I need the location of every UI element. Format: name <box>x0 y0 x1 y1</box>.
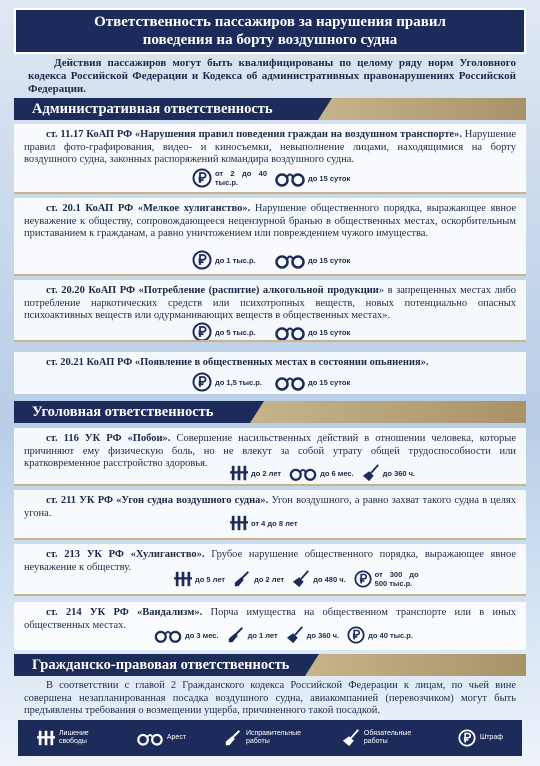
penalty-fine-value: до 40 тыс.р. <box>368 630 413 640</box>
legend-item-arrest <box>137 729 186 747</box>
section-accent <box>318 98 526 120</box>
penalty-fine <box>192 372 267 392</box>
article-title: ст. 20.1 КоАП РФ «Мелкое хулиганство». <box>46 203 251 214</box>
penalty-fine <box>192 322 267 342</box>
legend-item-corrective <box>224 729 304 747</box>
article-body: » в запрещенных местах либо потребление наркотических средств или психотропных веществ, новых потенциально опасных психоактивных веществ или одурманивающих веществ в общественных местах». <box>24 285 516 321</box>
penalty-corrective-value: до 1 лет <box>247 630 278 640</box>
broom-icon <box>292 570 310 588</box>
penalty-prison-value: до 2 лет <box>251 468 282 478</box>
card-divider <box>14 594 526 596</box>
legend-label: Штраф <box>479 734 503 741</box>
legend-item-work <box>342 729 420 747</box>
card-divider <box>14 192 526 194</box>
penalty-prison-value: до 5 лет <box>195 574 226 584</box>
penalty-arrest <box>275 372 350 392</box>
ruble-coin-icon <box>192 250 212 270</box>
article-card-213 <box>14 544 526 596</box>
card-divider <box>14 538 526 540</box>
penalties-row <box>192 322 350 342</box>
prison-bars-icon <box>230 464 248 482</box>
penalty-arrest <box>154 626 219 644</box>
penalty-arrest-value: до 15 суток <box>308 327 351 337</box>
penalty-arrest-value: до 3 мес. <box>185 630 219 640</box>
article-card-20-1 <box>14 198 526 276</box>
penalty-work <box>292 570 345 588</box>
penalty-fine <box>354 570 419 588</box>
handcuffs-icon <box>275 168 305 188</box>
penalty-fine-value: от 2 до 40 тыс.р. <box>215 169 267 187</box>
article-card-116 <box>14 428 526 486</box>
penalties-row <box>192 168 350 188</box>
handcuffs-icon <box>275 372 305 392</box>
penalties-row <box>230 464 415 482</box>
article-card-214 <box>14 602 526 650</box>
penalty-arrest-value: до 15 суток <box>308 377 351 387</box>
ruble-coin-icon <box>192 168 212 188</box>
penalty-fine-value: до 1 тыс.р. <box>215 255 256 265</box>
legend-label: Лишение свободы <box>58 730 89 745</box>
penalty-corrective <box>227 626 278 644</box>
penalty-fine <box>347 626 413 644</box>
section-accent <box>305 654 526 676</box>
penalty-prison <box>230 514 298 532</box>
article-title: ст. 116 УК РФ «Побои». <box>46 433 171 444</box>
article-card-11-17 <box>14 124 526 194</box>
article-title: ст. 213 УК РФ «Хулиганство». <box>46 549 205 560</box>
penalty-arrest <box>289 464 354 482</box>
section-title-civil: Гражданско-правовая ответственность <box>14 654 319 676</box>
article-body: Совершение насильственных действий в отношении человека, которые причиняют ему физическую боль, но не влекут за собой утрату общей трудоспособности или кратковременное расстройство здоровья. <box>24 433 516 469</box>
article-title: ст. 20.20 КоАП РФ «Потребление (распитие) алкогольной продукции <box>46 285 379 296</box>
prison-bars-icon <box>37 729 55 747</box>
penalty-fine-value: до 5 тыс.р. <box>215 327 256 337</box>
penalties-row <box>154 626 413 644</box>
article-card-20-20 <box>14 280 526 342</box>
penalty-prison <box>174 570 225 588</box>
penalty-work <box>362 464 415 482</box>
handcuffs-icon <box>275 322 305 342</box>
section-header-criminal <box>14 401 526 423</box>
intro-text: Действия пассажиров могут быть квалифицированы по целому ряду норм Уголовного кодекса Российской Федерации и Кодекса об административных правонарушениях Российской Федерации. <box>28 57 516 95</box>
penalty-work-value: до 360 ч. <box>306 630 340 640</box>
penalty-work-value: до 360 ч. <box>382 468 416 478</box>
penalty-arrest-value: до 6 мес. <box>320 468 354 478</box>
civil-text: В соответствии с главой 2 Гражданского кодекса Российской Федерации к лицам, по чьей вине совершена незапланированная посадка воздушного судна, авиакомпанией (перевозчиком) могут быть предъявлены требования о возмещении ущерба, причиненного такой посадкой. <box>24 680 516 716</box>
prison-bars-icon <box>230 514 248 532</box>
legend-label: Арест <box>166 734 187 741</box>
handcuffs-icon <box>137 729 163 747</box>
penalty-corrective-value: до 2 лет <box>254 574 285 584</box>
section-header-admin <box>14 98 526 120</box>
penalty-arrest <box>275 322 350 342</box>
article-card-20-21 <box>14 352 526 394</box>
article-title: ст. 211 УК РФ «Угон судна воздушного судна». <box>46 495 269 506</box>
penalty-corrective <box>233 570 284 588</box>
article-card-211 <box>14 490 526 540</box>
article-title: ст. 214 УК РФ «Вандализм». <box>46 607 203 618</box>
penalty-fine <box>192 250 267 270</box>
legend-label: Обязательные работы <box>363 730 412 745</box>
legend-item-prison <box>37 729 99 747</box>
penalty-fine-value: от 300 до 500 тыс.р. <box>374 570 419 588</box>
ruble-coin-icon <box>192 372 212 392</box>
card-divider <box>14 274 526 276</box>
penalty-fine-value: до 1,5 тыс.р. <box>215 377 262 387</box>
shovel-icon <box>227 626 245 644</box>
ruble-coin-icon <box>347 626 365 644</box>
broom-icon <box>342 729 360 747</box>
article-body: Угон воздушного, а равно захват такого судна в целях угона. <box>24 495 516 519</box>
penalty-arrest-value: до 15 суток <box>308 173 351 183</box>
article-body: Порча имущества на общественном транспорте или в иных общественных местах. <box>24 607 516 631</box>
section-header-civil <box>14 654 526 676</box>
section-title-criminal: Уголовная ответственность <box>14 401 264 423</box>
section-accent <box>250 401 526 423</box>
broom-icon <box>362 464 380 482</box>
page-title <box>14 8 526 54</box>
section-title-admin: Административная ответственность <box>14 98 332 120</box>
handcuffs-icon <box>154 626 182 644</box>
shovel-icon <box>224 729 242 747</box>
penalty-arrest-value: до 15 суток <box>308 255 351 265</box>
ruble-coin-icon <box>458 729 476 747</box>
penalty-work-value: до 480 ч. <box>313 574 346 584</box>
penalties-row <box>192 372 350 392</box>
article-body: Нарушение общественного порядка, выражающее явное неуважение к обществу, сопровождающееся нецензурной бранью в общественных местах, оскорбительным приставанием к гражданам, а равно уничтожением или повреждением чужого имущества. <box>24 203 516 239</box>
title-line-2: поведения на борту воздушного судна <box>142 32 398 48</box>
legend-label: Исправительные работы <box>245 730 302 745</box>
title-line-1: Ответственность пассажиров за нарушения правил <box>94 14 446 30</box>
card-divider <box>14 484 526 486</box>
card-divider <box>14 340 526 342</box>
legend-bar <box>18 720 522 756</box>
penalty-arrest <box>275 250 350 270</box>
ruble-coin-icon <box>192 322 212 342</box>
article-title: ст. 20.21 КоАП РФ «Появление в общественных местах в состоянии опьянения». <box>46 357 429 368</box>
broom-icon <box>286 626 304 644</box>
handcuffs-icon <box>289 464 317 482</box>
penalties-row <box>230 514 298 532</box>
penalty-prison-value: от 4 до 8 лет <box>251 518 298 528</box>
article-body: Грубое нарушение общественного порядка, выражающее явное неуважение к обществу. <box>24 549 517 573</box>
ruble-coin-icon <box>354 570 372 588</box>
handcuffs-icon <box>275 250 305 270</box>
article-title: ст. 11.17 КоАП РФ «Нарушения правил поведения граждан на воздушном транспорте». <box>46 129 462 140</box>
penalty-arrest <box>275 168 350 188</box>
penalties-row <box>192 250 350 270</box>
penalty-fine <box>192 168 267 188</box>
article-body: Нарушение правил фото-графирования, видео- и киносъемки, невыполнение лицами, находящимися на борту воздушного судна, законных распоряжений командира воздушного судна. <box>24 129 516 165</box>
prison-bars-icon <box>174 570 192 588</box>
penalty-prison <box>230 464 281 482</box>
shovel-icon <box>233 570 251 588</box>
legend-item-fine <box>458 729 503 747</box>
penalties-row <box>174 570 419 588</box>
penalty-work <box>286 626 339 644</box>
